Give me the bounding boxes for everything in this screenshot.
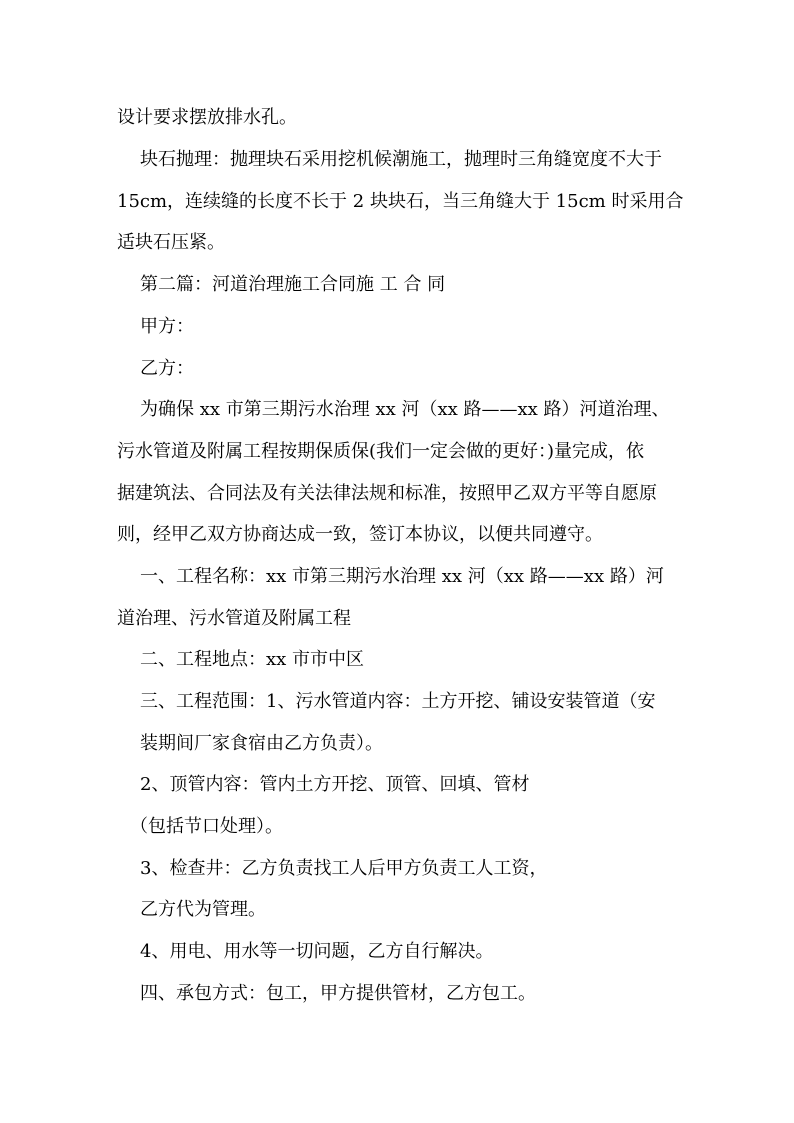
text-line: 四、承包方式：包工，甲方提供管材，乙方包工。 <box>140 983 536 1004</box>
section-heading: 第二篇：河道治理施工合同施 工 合 同 <box>140 274 446 295</box>
text-line: 二、工程地点：xx 市市中区 <box>140 649 365 670</box>
text-line: 则，经甲乙双方协商达成一致，签订本协议，以便共同遵守。 <box>117 524 603 545</box>
text-line: 设计要求摆放排水孔。 <box>117 107 297 128</box>
text-line: 一、工程名称：xx 市第三期污水治理 xx 河（xx 路——xx 路）河 <box>140 566 664 587</box>
text-line: 乙方代为管理。 <box>140 899 266 920</box>
text-line: 15cm，连续缝的长度不长于 2 块块石，当三角缝大于 15cm 时采用合 <box>117 191 684 212</box>
party-b-label: 乙方： <box>140 358 194 379</box>
text-line: （包括节口处理）。 <box>130 816 283 837</box>
text-line: 三、工程范围：1、污水管道内容：土方开挖、铺设安装管道（安 <box>140 691 656 712</box>
text-line: 2、顶管内容：管内土方开挖、顶管、回填、管材 <box>140 774 530 795</box>
party-a-label: 甲方： <box>140 316 194 337</box>
text-line: 3、检查井：乙方负责找工人后甲方负责工人工资， <box>140 858 548 879</box>
text-line: 块石抛理：抛理块石采用挖机候潮施工，抛理时三角缝宽度不大于 <box>140 149 662 170</box>
text-line: 为确保 xx 市第三期污水治理 xx 河（xx 路——xx 路）河道治理、 <box>140 399 670 420</box>
text-line: 装期间厂家食宿由乙方负责）。 <box>140 733 383 754</box>
text-line: 据建筑法、合同法及有关法律法规和标准，按照甲乙双方平等自愿原 <box>117 483 657 504</box>
text-line: 4、用电、用水等一切问题，乙方自行解决。 <box>140 941 494 962</box>
text-line: 适块石压紧。 <box>117 232 225 253</box>
text-line: 污水管道及附属工程按期保质保(我们一定会做的更好：)量完成，依 <box>117 441 645 462</box>
text-line: 道治理、污水管道及附属工程 <box>117 608 351 629</box>
